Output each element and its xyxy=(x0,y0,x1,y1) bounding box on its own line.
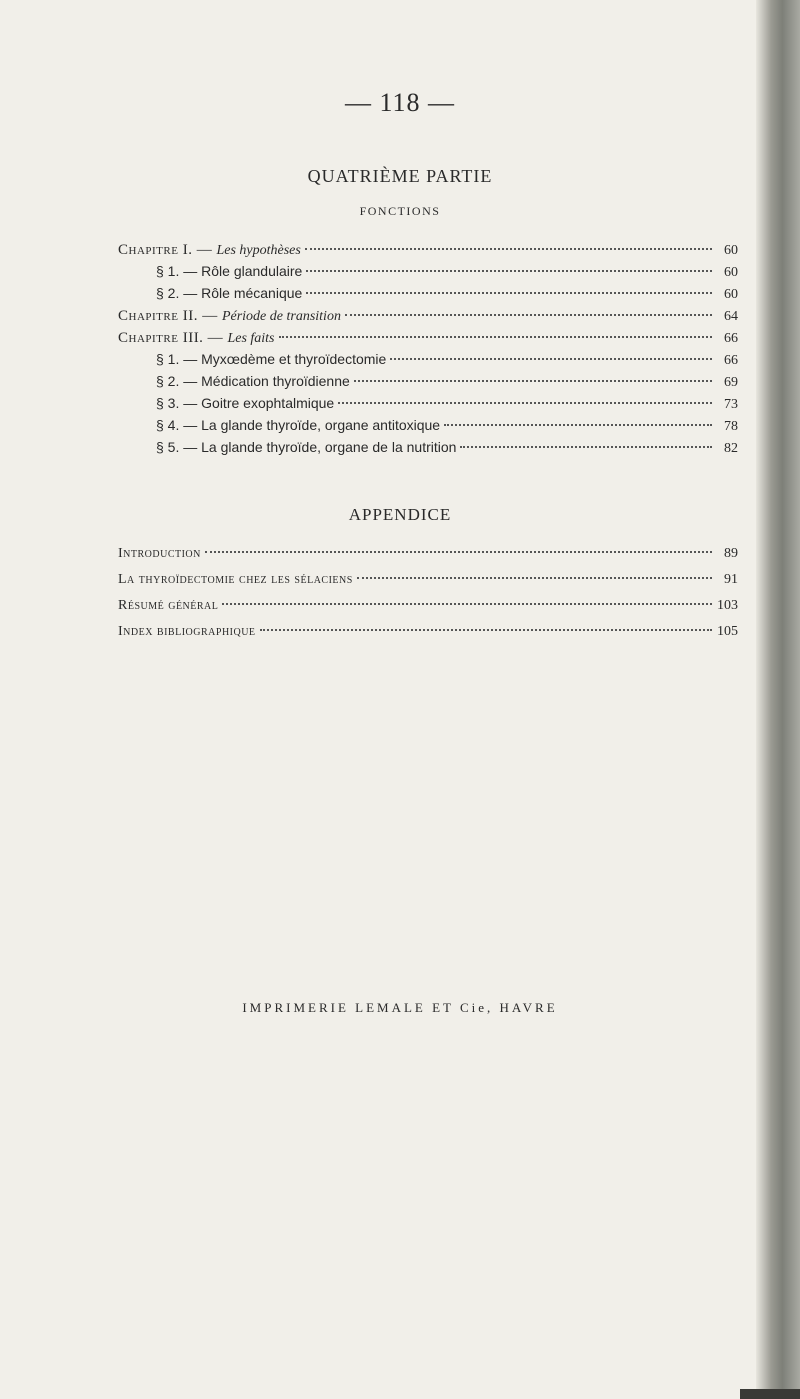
dot-leader xyxy=(305,247,712,250)
dot-leader xyxy=(390,357,712,360)
toc-entry xyxy=(118,238,738,260)
toc-entry-page: 105 xyxy=(717,624,738,639)
toc-entry-page: 60 xyxy=(724,287,738,302)
toc-entry-title: Introduction xyxy=(118,546,201,561)
dot-leader xyxy=(222,602,712,605)
toc-entry-title: Les faits xyxy=(227,331,275,346)
toc-entry-page: 73 xyxy=(724,397,738,412)
dot-leader xyxy=(279,335,712,338)
toc-entry-prefix: § 2. — xyxy=(156,285,202,301)
toc-entry-prefix: Chapitre III. — xyxy=(118,330,228,346)
dot-leader xyxy=(338,401,712,404)
appendix-title: APPENDICE xyxy=(348,505,452,524)
toc-entry-page: 66 xyxy=(724,353,738,368)
toc-entry-prefix: § 5. — xyxy=(156,439,202,455)
toc-entry xyxy=(118,436,738,458)
toc-entry-label xyxy=(156,348,386,370)
printer-imprint: IMPRIMERIE LEMALE ET Cie, HAVRE xyxy=(242,1000,558,1015)
dot-leader xyxy=(345,313,712,316)
toc-entry-title: La thyroïdectomie chez les sélaciens xyxy=(118,572,353,587)
toc-entry xyxy=(118,593,738,619)
toc-entry-page: 66 xyxy=(724,331,738,346)
toc-entry-page: 69 xyxy=(724,375,738,390)
toc-entry-label xyxy=(156,392,334,414)
toc-entry-title: Période de transition xyxy=(221,309,341,324)
dot-leader xyxy=(354,379,712,382)
toc-entry-title: Myxœdème et thyroïdectomie xyxy=(201,351,387,367)
table-of-contents xyxy=(118,238,738,458)
toc-entry xyxy=(118,541,738,567)
toc-entry-label xyxy=(156,414,440,436)
toc-entry-page: 89 xyxy=(724,546,738,561)
appendix-contents xyxy=(118,541,738,645)
toc-entry-page: 82 xyxy=(724,441,738,456)
dot-leader xyxy=(306,269,712,272)
toc-entry-label xyxy=(156,260,302,282)
dot-leader xyxy=(444,423,712,426)
toc-entry-label xyxy=(156,436,456,458)
toc-entry-prefix: Chapitre I. — xyxy=(118,242,217,258)
toc-entry-page: 64 xyxy=(724,309,738,324)
page-number: — 118 — xyxy=(344,88,456,117)
toc-entry-title: Rôle glandulaire xyxy=(201,263,303,279)
toc-entry-page: 91 xyxy=(724,572,738,587)
dot-leader xyxy=(205,550,712,553)
toc-entry-prefix: § 2. — xyxy=(156,373,202,389)
dot-leader xyxy=(306,291,712,294)
section-title: FONCTIONS xyxy=(359,204,441,218)
toc-entry-label xyxy=(118,326,275,350)
toc-entry-prefix: § 4. — xyxy=(156,417,202,433)
toc-entry-title: Médication thyroïdienne xyxy=(201,373,350,389)
dot-leader xyxy=(357,576,712,579)
toc-entry xyxy=(118,567,738,593)
toc-entry-label xyxy=(156,282,302,304)
toc-entry xyxy=(118,370,738,392)
toc-entry xyxy=(118,348,738,370)
part-title: QUATRIÈME PARTIE xyxy=(307,166,493,186)
toc-entry-title: Rôle mécanique xyxy=(201,285,303,301)
toc-entry-prefix: § 1. — xyxy=(156,351,202,367)
toc-entry-title: Les hypothèses xyxy=(216,243,301,258)
toc-entry xyxy=(118,282,738,304)
toc-entry xyxy=(118,304,738,326)
toc-entry-prefix: § 1. — xyxy=(156,263,202,279)
toc-entry-prefix: § 3. — xyxy=(156,395,202,411)
toc-entry-label xyxy=(118,304,341,328)
toc-entry xyxy=(118,260,738,282)
toc-entry-title: Goitre exophtalmique xyxy=(201,395,335,411)
dot-leader xyxy=(260,628,712,631)
toc-entry-page: 103 xyxy=(717,598,738,613)
toc-entry-title: Résumé général xyxy=(118,598,219,613)
toc-entry-label xyxy=(118,238,301,262)
toc-entry-label xyxy=(156,370,350,392)
page-corner-shadow xyxy=(740,1389,800,1399)
toc-entry-title: La glande thyroïde, organe de la nutrition xyxy=(201,439,457,455)
dot-leader xyxy=(460,445,712,448)
toc-entry xyxy=(118,414,738,436)
toc-entry xyxy=(118,326,738,348)
toc-entry-page: 60 xyxy=(724,243,738,258)
toc-entry-page: 78 xyxy=(724,419,738,434)
toc-entry-title: La glande thyroïde, organe antitoxique xyxy=(201,417,441,433)
toc-entry xyxy=(118,619,738,645)
toc-entry xyxy=(118,392,738,414)
toc-entry-title: Index bibliographique xyxy=(118,624,256,639)
toc-entry-page: 60 xyxy=(724,265,738,280)
toc-entry-prefix: Chapitre II. — xyxy=(118,308,222,324)
